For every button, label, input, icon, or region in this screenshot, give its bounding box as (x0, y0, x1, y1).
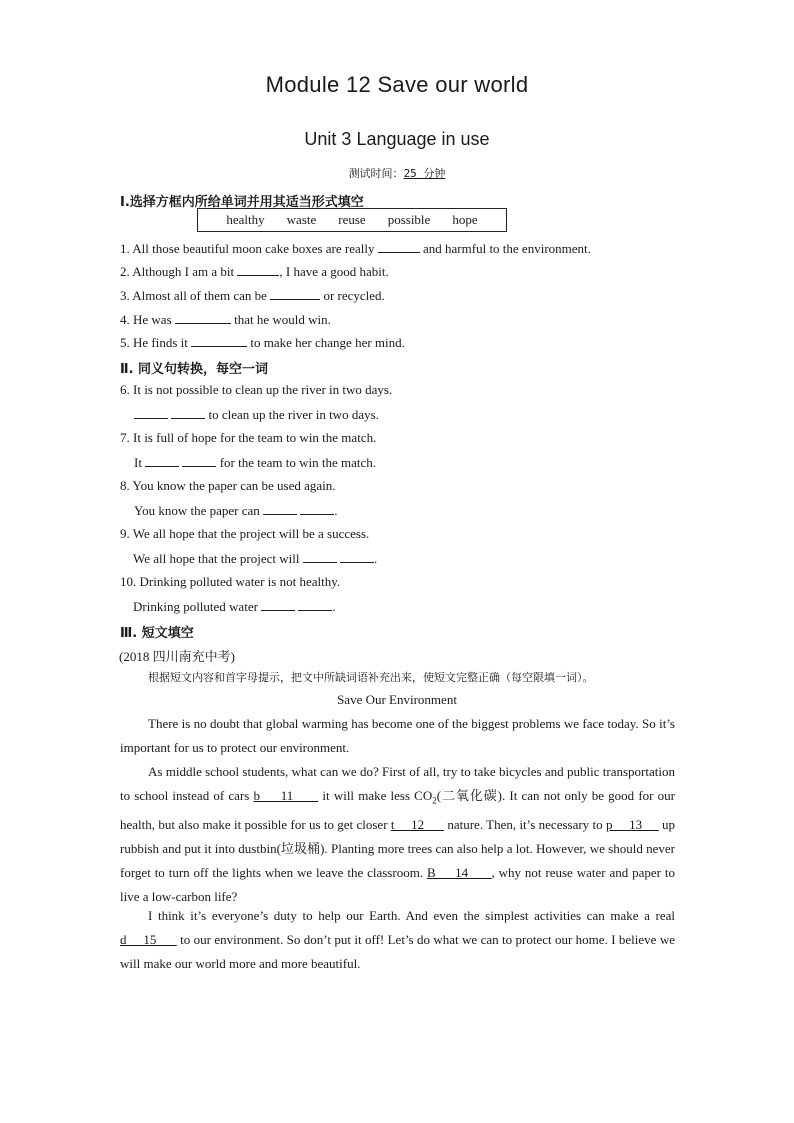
answer-blank[interactable] (270, 287, 320, 300)
section-1-heading: Ⅰ.选择方框内所给单词并用其适当形式填空 (120, 195, 364, 210)
word-box-item: healthy (226, 212, 265, 227)
answer-line-9: We all hope that the project will . (133, 551, 378, 566)
word-box-item: waste (286, 212, 317, 227)
answer-blank[interactable] (261, 598, 295, 611)
passage-paragraph-3: I think it’s everyone’s duty to help our Earth. And even the simplest activities can make a real d 15 to our environment. So don’t put it off! Let’s do what we can to protect our home. I believe we will make our world more and more beautiful. (120, 908, 675, 971)
answer-line-6: to clean up the river in two days. (134, 406, 379, 423)
answer-blank[interactable] (134, 406, 168, 419)
question-10: 10. Drinking polluted water is not healthy. (120, 574, 341, 589)
answer-line-7: It for the team to win the match. (134, 455, 377, 470)
answer-blank[interactable] (263, 502, 297, 515)
cloze-blank-14[interactable]: B 14 (426, 864, 492, 880)
answer-blank[interactable] (237, 263, 279, 276)
test-time (0, 165, 794, 181)
question-2: 2. Although I am a bit , I have a good habit. (120, 264, 389, 279)
section-3-heading: Ⅲ. 短文填空 (120, 626, 194, 641)
test-time-label: 测试时间： (348, 167, 404, 180)
question-5: 5. He finds it to make her change her mind. (120, 335, 405, 350)
answer-blank[interactable] (378, 240, 420, 253)
answer-blank[interactable] (171, 406, 205, 419)
cloze-blank-12[interactable]: t 12 (390, 816, 445, 832)
answer-blank[interactable] (182, 454, 216, 467)
question-7: 7. It is full of hope for the team to win the match. (120, 430, 377, 445)
answer-blank[interactable] (298, 598, 332, 611)
unit-subtitle: Unit 3 Language in use (304, 129, 490, 149)
test-time-value: 25 分钟 (403, 167, 446, 180)
question-3: 3. Almost all of them can be or recycled. (120, 288, 385, 303)
question-8: 8. You know the paper can be used again. (120, 478, 336, 493)
passage-paragraph-1: There is no doubt that global warming has become one of the biggest problems we face today. So it’s important for us to protect our environment. (120, 716, 675, 755)
exam-source: (2018 四川南充中考) (119, 649, 235, 664)
answer-blank[interactable] (175, 311, 231, 324)
answer-blank[interactable] (300, 502, 334, 515)
answer-line-8: You know the paper can . (134, 503, 338, 518)
question-6: 6. It is not possible to clean up the river in two days. (120, 382, 393, 397)
answer-blank[interactable] (303, 550, 337, 563)
answer-blank[interactable] (191, 334, 247, 347)
word-box-item: possible (387, 212, 431, 227)
passage-paragraph-2: As middle school students, what can we do? First of all, try to take bicycles and public transportation to school instead of cars b 11 it will make less $CO_2$(二氧化碳). It can not only be good for our health, but also make it possible for us to get closer t 12 nature. Then, it’s necessary to p 13 up rubbish and put it into dustbin(垃圾桶). Planting more trees can also help a lot. However, we should never forget to turn off the lights when we leave the classroom. B 14 , why not reuse water and paper to live a low-carbon life? (120, 764, 676, 904)
question-9: 9. We all hope that the project will be a success. (120, 526, 370, 541)
cloze-blank-15[interactable]: d 15 (120, 932, 177, 947)
cloze-blank-13[interactable]: p 13 (605, 816, 659, 832)
answer-line-10: Drinking polluted water . (133, 599, 336, 614)
section-2-heading: Ⅱ. 同义句转换，每空一词 (120, 362, 269, 377)
word-box (197, 208, 507, 232)
word-box-item: hope (452, 212, 478, 227)
question-1: 1. All those beautiful moon cake boxes are really and harmful to the environment. (120, 241, 591, 256)
passage-title: Save Our Environment (337, 692, 457, 707)
answer-blank[interactable] (340, 550, 374, 563)
cloze-blank-11[interactable]: b 11 (253, 788, 319, 803)
page-title: Module 12 Save our world (265, 72, 529, 97)
cloze-instruction: 根据短文内容和首字母提示，把文中所缺词语补充出来，使短文完整正确（每空限填一词）。 (148, 671, 594, 684)
question-4: 4. He was that he would win. (120, 312, 331, 327)
answer-blank[interactable] (145, 454, 179, 467)
word-box-item: reuse (338, 212, 366, 227)
